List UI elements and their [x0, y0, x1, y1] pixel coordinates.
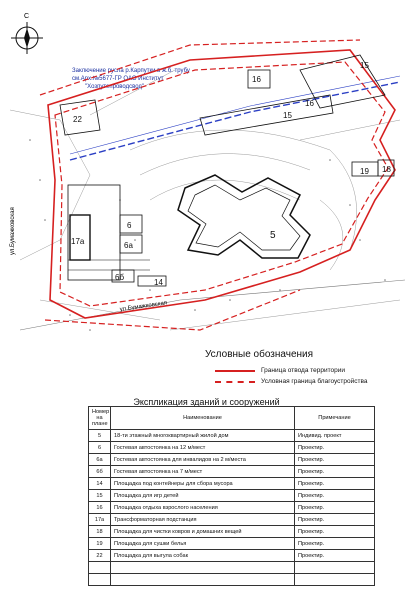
- cell-num: 14: [89, 478, 111, 490]
- cell-num: 22: [89, 550, 111, 562]
- cell-empty: [89, 574, 111, 586]
- north-arrow: [11, 13, 43, 54]
- table-row: [89, 454, 375, 466]
- label-14: 14: [154, 278, 163, 287]
- explication-body: [89, 430, 375, 586]
- cell-empty: [295, 574, 375, 586]
- legend-item-landscaping: [215, 378, 367, 385]
- table-row: [89, 490, 375, 502]
- cell-num: 15: [89, 490, 111, 502]
- header-note: Примечание: [295, 407, 375, 430]
- cell-empty: [295, 562, 375, 574]
- label-16-top: 16: [252, 75, 261, 84]
- table-row: [89, 514, 375, 526]
- cell-num: 6: [89, 442, 111, 454]
- label-6: 6: [127, 221, 132, 230]
- cell-name: Гостевая автостоянка на 7 м/мест: [111, 466, 295, 478]
- cell-note: Проектир.: [295, 526, 375, 538]
- cell-empty: [89, 562, 111, 574]
- street-label-bottom: ул.Бумажковская: [119, 300, 168, 313]
- cell-name: Площадка для выгула собак: [111, 550, 295, 562]
- explication-table: [88, 406, 375, 586]
- cell-num: 16: [89, 502, 111, 514]
- cell-note: Проектир.: [295, 490, 375, 502]
- cell-name: Площадка для чистки ковров и домашних вещей: [111, 526, 295, 538]
- legend-swatch-dashed: [215, 381, 255, 383]
- cell-name: 18-ти этажный многоквартирный жилой дом: [111, 430, 295, 442]
- table-row: [89, 430, 375, 442]
- legend-swatch-solid: [215, 370, 255, 372]
- cell-name: Гостевая автостоянка для инвалидов на 2 м/места: [111, 454, 295, 466]
- survey-dots: [29, 139, 386, 331]
- table-row-empty: [89, 574, 375, 586]
- pipe-note-line-3: "Хозпутепроводсвод": [85, 84, 145, 90]
- label-19: 19: [360, 167, 369, 176]
- label-17a: 17a: [71, 237, 85, 246]
- explication-title: Экспликация зданий и сооружений: [133, 397, 280, 407]
- north-label: С: [24, 13, 30, 20]
- cell-name: Площадка отдыха взрослого населения: [111, 502, 295, 514]
- label-15-mid: 15: [283, 111, 292, 120]
- header-num: Номер на плане: [89, 407, 111, 430]
- cell-note: Проектир.: [295, 466, 375, 478]
- cell-name: Трансформаторная подстанция: [111, 514, 295, 526]
- table-row: [89, 466, 375, 478]
- cell-note: Проектир.: [295, 514, 375, 526]
- cell-note: Проектир.: [295, 454, 375, 466]
- streets: [10, 207, 405, 330]
- cell-note: Проектир.: [295, 550, 375, 562]
- label-18: 18: [382, 165, 391, 174]
- cell-num: 17а: [89, 514, 111, 526]
- table-row: [89, 442, 375, 454]
- legend-item-allotted: [215, 367, 345, 374]
- cell-name: Площадка под контейнеры для сбора мусора: [111, 478, 295, 490]
- table-row: [89, 550, 375, 562]
- cell-note: Проектир.: [295, 538, 375, 550]
- cell-empty: [111, 562, 295, 574]
- table-row: [89, 538, 375, 550]
- cell-note: Проектир.: [295, 478, 375, 490]
- boundary-allotted: [48, 50, 395, 318]
- legend: [0, 345, 413, 395]
- table-row: [89, 502, 375, 514]
- label-5: 5: [270, 230, 276, 241]
- label-15-top: 15: [360, 61, 369, 70]
- cell-num: 6а: [89, 454, 111, 466]
- legend-label-allotted: Граница отвода территории: [261, 367, 346, 374]
- cell-empty: [111, 574, 295, 586]
- cell-num: 5: [89, 430, 111, 442]
- label-22: 22: [73, 115, 82, 124]
- table-row: [89, 478, 375, 490]
- label-16-mid: 16: [305, 99, 314, 108]
- cell-name: Гостевая автостоянка на 12 м/мест: [111, 442, 295, 454]
- table-row-empty: [89, 562, 375, 574]
- cell-note: Индивид. проект: [295, 430, 375, 442]
- legend-title: Условные обозначения: [205, 349, 314, 360]
- label-6a: 6a: [124, 241, 133, 250]
- table-row: [89, 526, 375, 538]
- cell-name: Площадка для игр детей: [111, 490, 295, 502]
- pipe-note-line-1: Заключение русла р.Карпутки в ж.б. трубу: [72, 68, 190, 74]
- street-label-left: ул.Бумажковская: [10, 207, 16, 255]
- cell-num: 6б: [89, 466, 111, 478]
- explication-header-row: [89, 407, 375, 430]
- cell-note: Проектир.: [295, 442, 375, 454]
- label-6b: 6б: [115, 273, 125, 282]
- header-name: Наименование: [111, 407, 295, 430]
- pipe-note-line-2: см.Арх.№5677-ГР ОАО Институт: [72, 76, 164, 82]
- cell-note: Проектир.: [295, 502, 375, 514]
- legend-label-landscaping: Условная граница благоустройства: [261, 378, 368, 385]
- cell-num: 18: [89, 526, 111, 538]
- cell-num: 19: [89, 538, 111, 550]
- cell-name: Площадка для сушки белья: [111, 538, 295, 550]
- survey-background: [10, 70, 400, 330]
